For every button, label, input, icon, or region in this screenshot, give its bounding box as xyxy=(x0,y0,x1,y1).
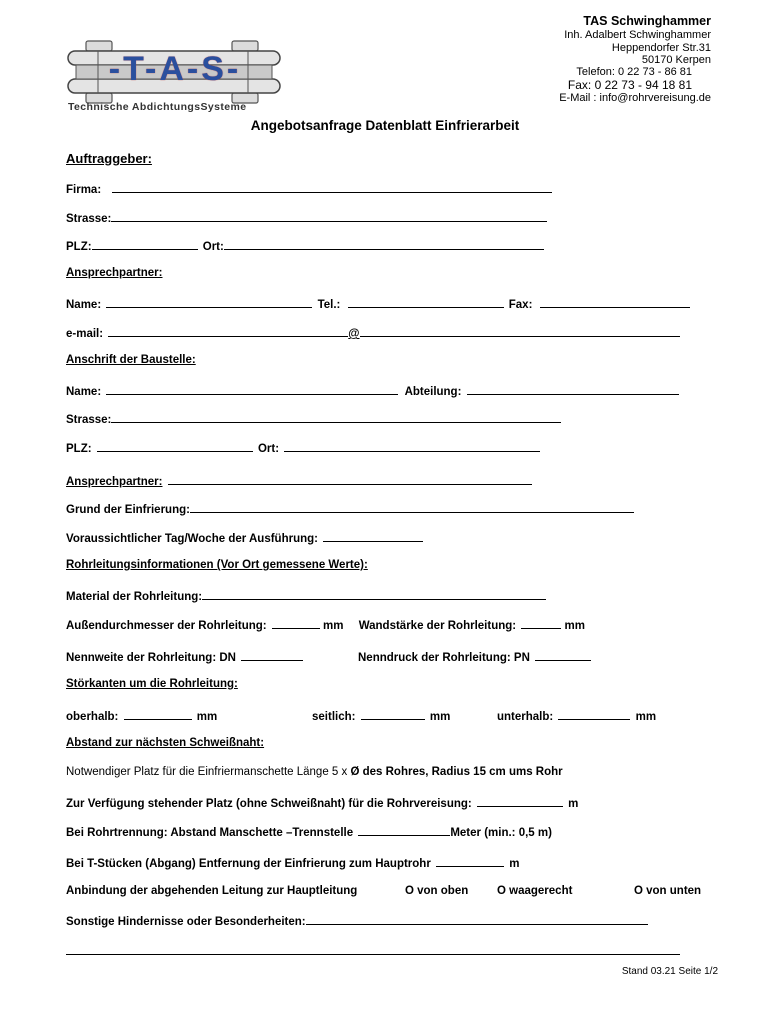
outer-diameter-field[interactable] xyxy=(272,617,320,629)
above-unit: mm xyxy=(196,711,218,723)
space-text: Notwendiger Platz für die Einfriermanschette Länge 5 x xyxy=(66,766,351,778)
side-field[interactable] xyxy=(361,708,425,720)
tpiece-field[interactable] xyxy=(436,855,504,867)
available-label: Zur Verfügung stehender Platz (ohne Schweißnaht) für die Rohrvereisung: xyxy=(66,798,472,810)
other-field[interactable] xyxy=(306,913,648,925)
side-unit: mm xyxy=(429,711,451,723)
outer-diameter-label: Außendurchmesser der Rohrleitung: xyxy=(66,620,267,632)
dn-label: Nennweite der Rohrleitung: DN xyxy=(66,652,236,664)
client-name-field[interactable] xyxy=(106,296,312,308)
client-ort-field[interactable] xyxy=(224,238,544,250)
client-plz-label: PLZ: xyxy=(66,241,92,253)
wall-field[interactable] xyxy=(521,617,561,629)
client-heading: Auftraggeber: xyxy=(66,151,152,166)
company-fax: Fax: 0 22 73 - 94 18 81 xyxy=(567,78,692,92)
below-unit: mm xyxy=(635,711,657,723)
company-name: TAS Schwinghammer xyxy=(583,14,711,28)
option-horizontal[interactable]: O waagerecht xyxy=(497,885,573,897)
company-owner: Inh. Adalbert Schwinghammer xyxy=(564,29,711,41)
firma-field[interactable] xyxy=(112,181,552,193)
client-email-label: e-mail: xyxy=(66,328,104,340)
pn-label: Nenndruck der Rohrleitung: PN xyxy=(358,652,530,664)
other-label: Sonstige Hindernisse oder Besonderheiten: xyxy=(66,916,306,928)
material-field[interactable] xyxy=(202,588,546,600)
site-strasse-field[interactable] xyxy=(111,411,561,423)
tag-field[interactable] xyxy=(323,530,423,542)
above-label: oberhalb: xyxy=(66,711,119,723)
pn-field[interactable] xyxy=(535,649,591,661)
site-plz-label: PLZ: xyxy=(66,443,92,455)
below-field[interactable] xyxy=(558,708,630,720)
company-city: 50170 Kerpen xyxy=(641,54,711,66)
client-email-user-field[interactable] xyxy=(108,325,348,337)
email-at-sign: @ xyxy=(348,328,360,340)
wall-label: Wandstärke der Rohrleitung: xyxy=(358,620,517,632)
company-logo xyxy=(66,39,284,105)
tpiece-label: Bei T-Stücken (Abgang) Entfernung der Einfrierung zum Hauptrohr xyxy=(66,858,431,870)
option-from-bottom[interactable]: O von unten xyxy=(634,885,702,897)
company-email: E-Mail : info@rohrvereisung.de xyxy=(559,92,711,104)
above-field[interactable] xyxy=(124,708,192,720)
separation-label: Bei Rohrtrennung: Abstand Manschette –Trennstelle xyxy=(66,827,354,839)
client-fax-label: Fax: xyxy=(508,299,533,311)
site-contact-field[interactable] xyxy=(168,473,532,485)
edges-heading: Störkanten um die Rohrleitung: xyxy=(66,678,238,690)
client-name-label: Name: xyxy=(66,299,102,311)
connection-label: Anbindung der abgehenden Leitung zur Hauptleitung xyxy=(66,885,358,897)
site-abteilung-label: Abteilung: xyxy=(404,386,462,398)
separation-unit: Meter (min.: 0,5 m) xyxy=(450,827,552,839)
site-ort-field[interactable] xyxy=(284,440,540,452)
pipe-heading: Rohrleitungsinformationen (Vor Ort gemessene Werte): xyxy=(66,559,368,571)
site-contact-label: Ansprechpartner: xyxy=(66,476,163,488)
site-name-label: Name: xyxy=(66,386,102,398)
client-fax-field[interactable] xyxy=(540,296,690,308)
client-strasse-field[interactable] xyxy=(111,210,547,222)
dn-field[interactable] xyxy=(241,649,303,661)
grund-field[interactable] xyxy=(190,501,634,513)
side-label: seitlich: xyxy=(312,711,356,723)
logo-tagline: Technische AbdichtungsSysteme xyxy=(68,101,247,113)
option-from-top[interactable]: O von oben xyxy=(405,885,469,897)
site-ort-label: Ort: xyxy=(257,443,280,455)
space-text-bold: Ø des Rohres, Radius 15 cm ums Rohr xyxy=(350,766,563,778)
below-label: unterhalb: xyxy=(497,711,554,723)
client-tel-field[interactable] xyxy=(348,296,504,308)
client-tel-label: Tel.: xyxy=(317,299,341,311)
client-contact-heading: Ansprechpartner: xyxy=(66,267,163,279)
site-strasse-label: Strasse: xyxy=(66,414,112,426)
company-street: Heppendorfer Str.31 xyxy=(611,42,711,54)
client-email-domain-field[interactable] xyxy=(360,325,680,337)
tpiece-unit: m xyxy=(509,858,520,870)
page-title: Angebotsanfrage Datenblatt Einfrierarbeit xyxy=(250,118,520,133)
client-strasse-label: Strasse: xyxy=(66,213,112,225)
logo-letters: -T-A-S- xyxy=(108,50,242,88)
page-footer: Stand 03.21 Seite 1/2 xyxy=(621,966,718,977)
client-plz-field[interactable] xyxy=(92,238,198,250)
available-unit: m xyxy=(568,798,579,810)
separation-field[interactable] xyxy=(358,824,450,836)
wall-unit: mm xyxy=(564,620,585,632)
material-label: Material der Rohrleitung: xyxy=(66,591,203,603)
other-field-line-2[interactable] xyxy=(66,954,680,955)
available-field[interactable] xyxy=(477,795,563,807)
weld-heading: Abstand zur nächsten Schweißnaht: xyxy=(66,737,265,749)
outer-diameter-unit: mm xyxy=(323,620,344,632)
firma-label: Firma: xyxy=(66,184,102,196)
tag-label: Voraussichtlicher Tag/Woche der Ausführung: xyxy=(66,533,318,545)
client-ort-label: Ort: xyxy=(202,241,224,253)
site-plz-field[interactable] xyxy=(97,440,253,452)
site-heading: Anschrift der Baustelle: xyxy=(66,354,196,366)
grund-label: Grund der Einfrierung: xyxy=(66,504,190,516)
site-name-field[interactable] xyxy=(106,383,398,395)
site-abteilung-field[interactable] xyxy=(467,383,679,395)
company-phone: Telefon: 0 22 73 - 86 81 xyxy=(576,66,692,78)
